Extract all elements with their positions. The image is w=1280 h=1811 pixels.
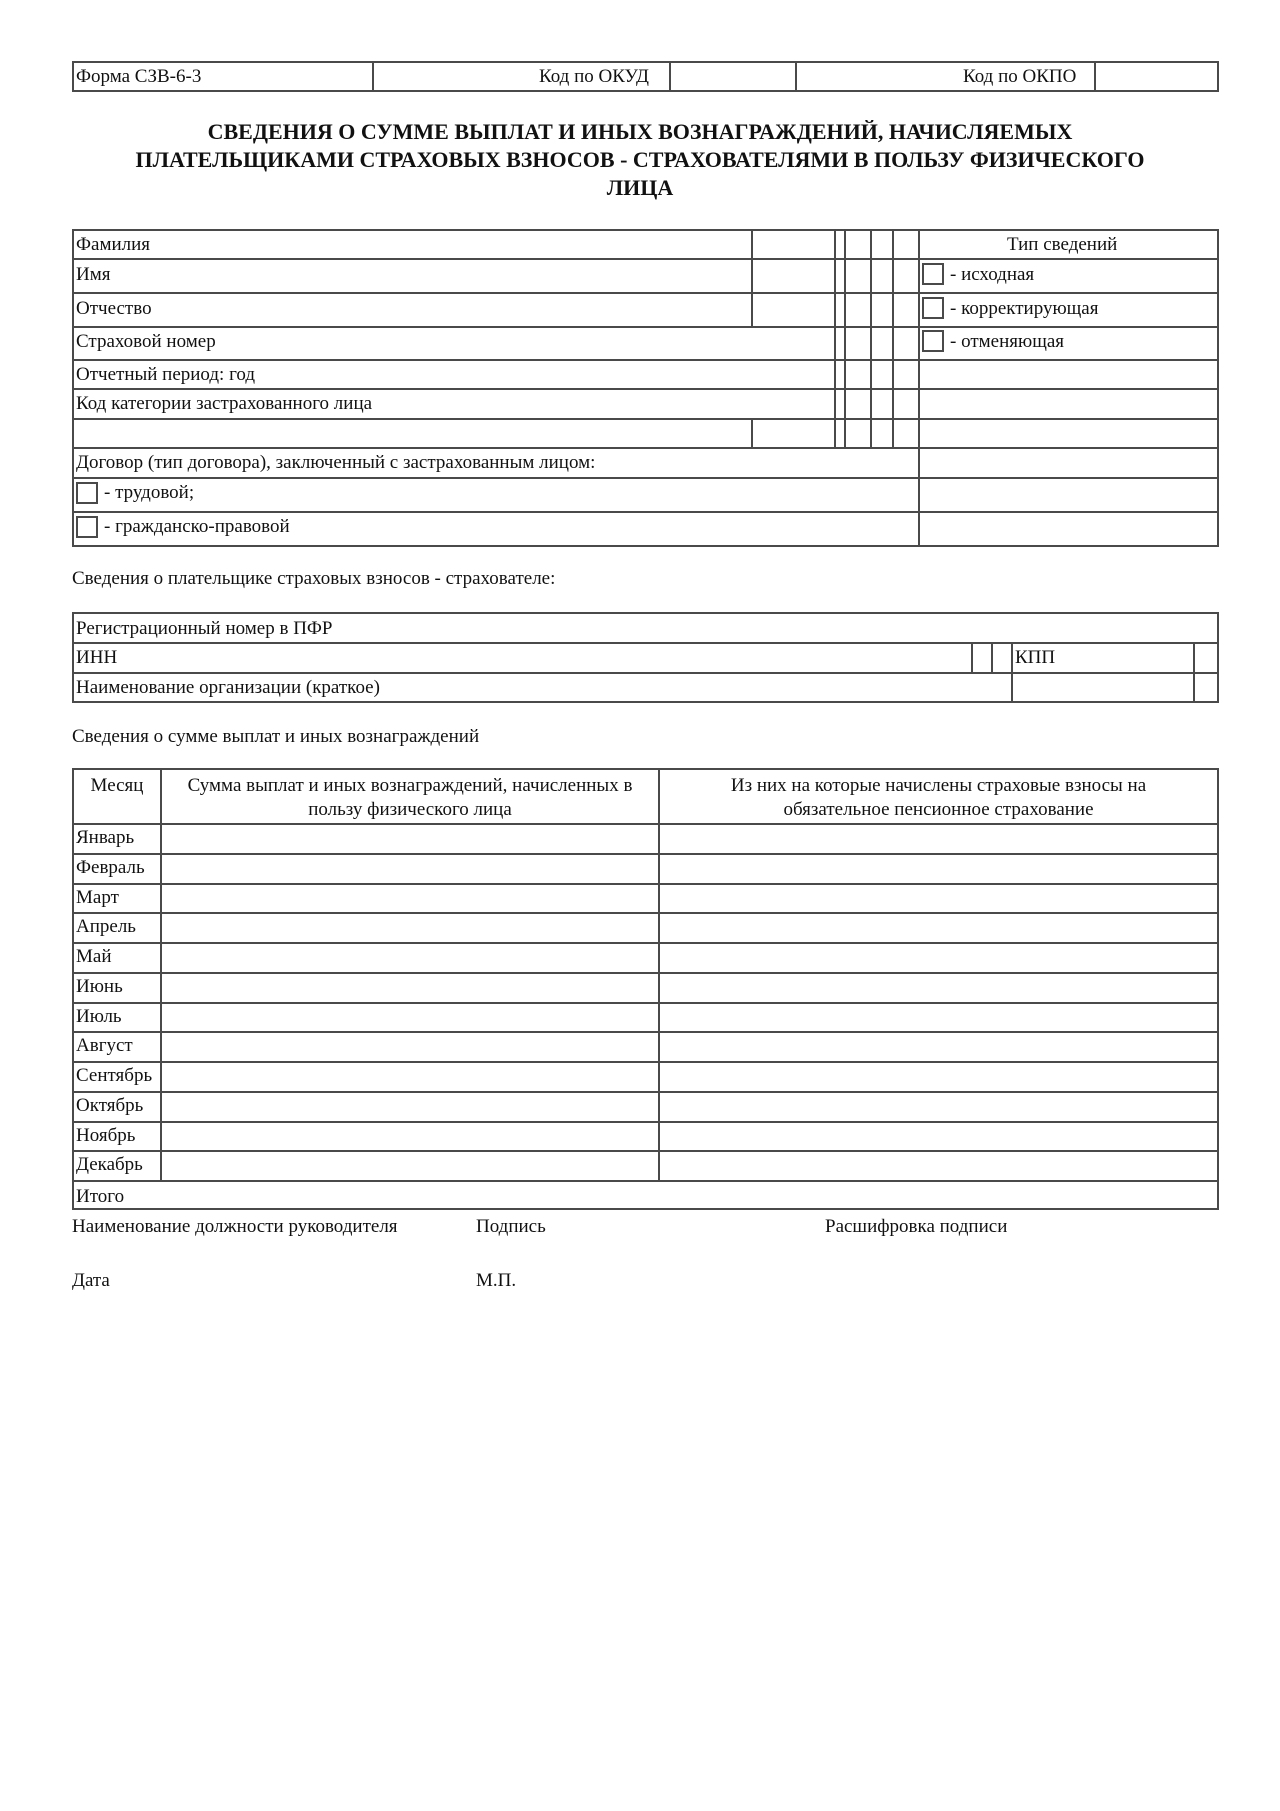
contract-civil-label: - гражданско-правовой <box>104 516 290 537</box>
month-label: Апрель <box>76 916 136 937</box>
month-label: Сентябрь <box>76 1065 153 1086</box>
category-code-field[interactable] <box>74 420 750 446</box>
month-sum-field[interactable] <box>162 855 657 881</box>
month-label: Декабрь <box>76 1154 143 1175</box>
month-insured-sum-field[interactable] <box>660 825 1217 851</box>
month-label: Июнь <box>76 976 123 997</box>
month-label: Февраль <box>76 857 145 878</box>
info-type-corrective-checkbox[interactable] <box>922 297 944 319</box>
total-label: Итого <box>76 1186 125 1207</box>
col-sum-header-1: Сумма выплат и иных вознаграждений, начисленных в <box>187 775 633 796</box>
period-year-label: Отчетный период: год <box>76 364 256 385</box>
month-sum-field[interactable] <box>162 1123 657 1149</box>
col-month-header: Месяц <box>90 775 144 796</box>
signature-decode-label: Расшифровка подписи <box>825 1216 1008 1237</box>
col-insured-header-1: Из них на которые начислены страховые взносы на <box>730 775 1147 796</box>
surname-label: Фамилия <box>76 234 151 255</box>
month-insured-sum-field[interactable] <box>660 974 1217 1000</box>
month-sum-field[interactable] <box>162 974 657 1000</box>
month-insured-sum-field[interactable] <box>660 885 1217 911</box>
month-label: Октябрь <box>76 1095 144 1116</box>
month-insured-sum-field[interactable] <box>660 1033 1217 1059</box>
month-sum-field[interactable] <box>162 914 657 940</box>
info-type-original-label: - исходная <box>950 264 1035 285</box>
month-label: Март <box>76 887 119 908</box>
month-sum-field[interactable] <box>162 944 657 970</box>
month-sum-field[interactable] <box>162 825 657 851</box>
kpp-field[interactable] <box>1013 674 1192 701</box>
contract-labor-label: - трудовой; <box>104 482 195 503</box>
col-sum-header-2: пользу физического лица <box>308 799 512 820</box>
insurance-number-label: Страховой номер <box>76 331 216 352</box>
manager-position-label: Наименование должности руководителя <box>72 1216 398 1237</box>
name-label: Имя <box>76 264 111 285</box>
document-title-line-3: ЛИЦА <box>606 175 674 200</box>
month-label: Ноябрь <box>76 1125 136 1146</box>
month-sum-field[interactable] <box>162 1063 657 1089</box>
month-insured-sum-field[interactable] <box>660 1004 1217 1030</box>
document-title-line-1: СВЕДЕНИЯ О СУММЕ ВЫПЛАТ И ИНЫХ ВОЗНАГРАЖДЕНИЙ, НАЧИСЛЯЕМЫХ <box>207 119 1073 144</box>
month-insured-sum-field[interactable] <box>660 1063 1217 1089</box>
okpo-field[interactable] <box>1096 63 1217 90</box>
month-sum-field[interactable] <box>162 1152 657 1178</box>
col-insured-header-2: обязательное пенсионное страхование <box>783 799 1094 820</box>
category-code-label: Код категории застрахованного лица <box>76 393 373 414</box>
contract-label: Договор (тип договора), заключенный с застрахованным лицом: <box>76 452 596 473</box>
info-type-corrective-label: - корректирующая <box>950 298 1099 319</box>
info-type-original-checkbox[interactable] <box>922 263 944 285</box>
month-label: Август <box>76 1035 133 1056</box>
month-insured-sum-field[interactable] <box>660 1152 1217 1178</box>
document-title-line-2: ПЛАТЕЛЬЩИКАМИ СТРАХОВЫХ ВЗНОСОВ - СТРАХОВАТЕЛЯМИ В ПОЛЬЗУ ФИЗИЧЕСКОГО <box>135 147 1145 172</box>
date-label: Дата <box>72 1270 110 1291</box>
info-type-cancelling-checkbox[interactable] <box>922 330 944 352</box>
month-label: Январь <box>76 827 135 848</box>
name-field[interactable] <box>753 260 833 291</box>
month-sum-field[interactable] <box>162 885 657 911</box>
org-name-label: Наименование организации (краткое) <box>76 677 380 698</box>
kpp-label: КПП <box>1015 647 1056 668</box>
payments-heading: Сведения о сумме выплат и иных вознаграждений <box>72 726 480 747</box>
okud-label: Код по ОКУД <box>539 66 650 87</box>
month-insured-sum-field[interactable] <box>660 914 1217 940</box>
month-sum-field[interactable] <box>162 1093 657 1119</box>
month-insured-sum-field[interactable] <box>660 855 1217 881</box>
surname-field[interactable] <box>753 231 833 257</box>
stamp-label: М.П. <box>476 1270 517 1291</box>
contract-civil-checkbox[interactable] <box>76 516 98 538</box>
info-type-cancelling-label: - отменяющая <box>950 331 1064 352</box>
month-insured-sum-field[interactable] <box>660 944 1217 970</box>
okpo-label: Код по ОКПО <box>963 66 1077 87</box>
okud-field[interactable] <box>671 63 793 90</box>
inn-label: ИНН <box>76 647 118 668</box>
month-insured-sum-field[interactable] <box>660 1123 1217 1149</box>
month-label: Июль <box>76 1006 122 1027</box>
info-type-heading: Тип сведений <box>1007 234 1118 255</box>
month-sum-field[interactable] <box>162 1033 657 1059</box>
reg-number-label: Регистрационный номер в ПФР <box>76 618 333 639</box>
signature-label: Подпись <box>476 1216 546 1237</box>
form-code-label: Форма СЗВ-6-3 <box>76 66 202 87</box>
month-sum-field[interactable] <box>162 1004 657 1030</box>
patronymic-field[interactable] <box>753 294 833 325</box>
patronymic-label: Отчество <box>76 298 152 319</box>
month-insured-sum-field[interactable] <box>660 1093 1217 1119</box>
contract-labor-checkbox[interactable] <box>76 482 98 504</box>
payer-heading: Сведения о плательщике страховых взносов - страхователе: <box>72 568 556 589</box>
month-label: Май <box>76 946 112 967</box>
